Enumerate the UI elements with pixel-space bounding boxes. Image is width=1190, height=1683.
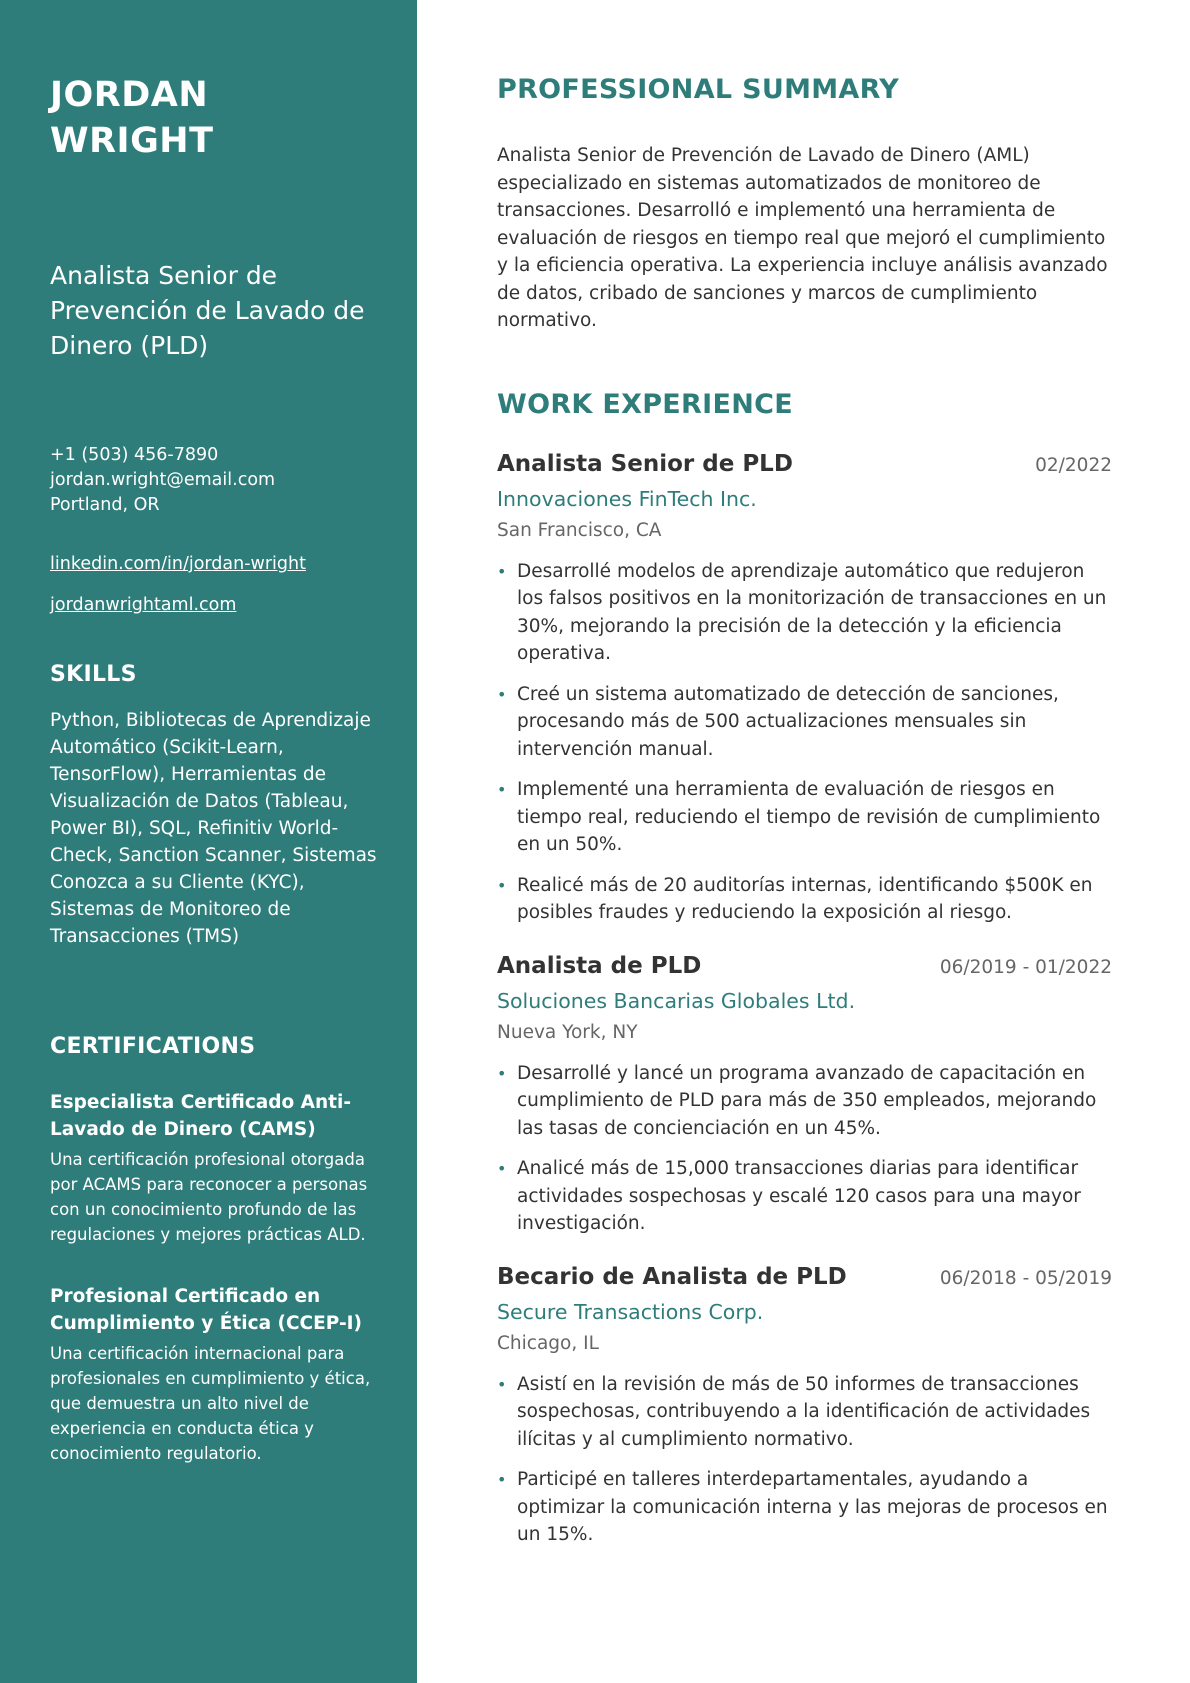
contact-email: jordan.wright@email.com (50, 470, 276, 490)
linkedin-link[interactable]: linkedin.com/in/jordan-wright (50, 554, 306, 574)
certification-title: Especialista Certificado Anti-Lavado de Dinero (CAMS) (50, 1092, 352, 1140)
certification-title: Profesional Certificado en Cumplimiento y Ética (CCEP-I) (50, 1286, 362, 1334)
certification-description: Una certificación internacional para profesionales en cumplimiento y ética, que demuestra un alto nivel de experiencia en conducta ética y conocimiento regulatorio. (50, 1344, 371, 1463)
job-bullet: • Asistí en la revisión de más de 50 informes de transacciones sospechosas, contribuyendo a la identificación de actividades ilícitas y al cumplimiento normativo. (497, 1371, 1112, 1454)
job-bullet: • Desarrollé y lancé un programa avanzado de capacitación en cumplimiento de PLD para más de 350 empleados, mejorando las tasas de concienciación en un 45%. (497, 1060, 1112, 1143)
job-entry (497, 953, 1112, 1238)
summary-heading: PROFESSIONAL SUMMARY (497, 74, 900, 105)
skills-heading: SKILLS (50, 662, 137, 687)
job-bullet: • Creé un sistema automatizado de detección de sanciones, procesando más de 500 actualizaciones mensuales sin intervención manual. (497, 681, 1112, 764)
contact-info (50, 443, 377, 518)
job-company: Soluciones Bancarias Globales Ltd. (497, 988, 856, 1013)
job-company: Innovaciones FinTech Inc. (497, 486, 757, 511)
job-bullets (497, 1060, 1112, 1238)
certifications-list (50, 1089, 377, 1466)
job-bullet: • Implementé una herramienta de evaluación de riesgos en tiempo real, reduciendo el tiempo de revisión de cumplimiento en un 50%. (497, 776, 1112, 859)
job-bullet: • Desarrollé modelos de aprendizaje automático que redujeron los falsos positivos en la monitorización de transacciones en un 30%, mejorando la precisión de la detección y la eficiencia operativa. (497, 558, 1112, 668)
job-bullet: • Participé en talleres interdepartamentales, ayudando a optimizar la comunicación interna y las mejoras de procesos en un 15%. (497, 1466, 1112, 1549)
job-title: Becario de Analista de PLD (497, 1263, 847, 1290)
certification-description: Una certificación profesional otorgada por ACAMS para reconocer a personas con un conocimiento profundo de las regulaciones y mejores prácticas ALD. (50, 1150, 368, 1244)
job-header (497, 953, 1112, 979)
job-location: San Francisco, CA (497, 519, 662, 541)
summary-text: Analista Senior de Prevención de Lavado de Dinero (AML) especializado en sistemas automatizados de monitoreo de transacciones. Desarrolló e implementó una herramienta de evaluación de riesgos en tiempo real que mejoró el cumplimiento y la eficiencia operativa. La experiencia incluye análisis avanzado de datos, cribado de sanciones y marcos de cumplimiento normativo. (497, 145, 1108, 331)
job-bullets (497, 1371, 1112, 1549)
skills-text: Python, Bibliotecas de Aprendizaje Automático (Scikit-Learn, TensorFlow), Herramientas de Visualización de Datos (Tableau, Power BI), SQL, Refinitiv World-Check, Sanction Scanner, Sistemas Conozca a su Cliente (KYC), Sistemas de Monitoreo de Transacciones (TMS) (50, 710, 377, 947)
job-entry (497, 451, 1112, 927)
candidate-name: JORDAN WRIGHT (50, 75, 214, 161)
contact-phone: +1 (503) 456-7890 (50, 445, 219, 465)
job-bullet: • Analicé más de 15,000 transacciones diarias para identificar actividades sospechosas y escalé 120 casos para una mayor investigación. (497, 1155, 1112, 1238)
main-content (417, 0, 1190, 1683)
work-experience-heading: WORK EXPERIENCE (497, 388, 793, 420)
job-entry (497, 1264, 1112, 1549)
certification-item (50, 1283, 377, 1466)
profile-links (50, 552, 377, 618)
job-header (497, 451, 1112, 477)
sidebar (0, 0, 417, 1683)
job-company: Secure Transactions Corp. (497, 1299, 764, 1324)
job-bullets (497, 558, 1112, 927)
job-date: 06/2019 - 01/2022 (939, 956, 1112, 978)
candidate-headline: Analista Senior de Prevención de Lavado de Dinero (PLD) (50, 261, 365, 360)
job-location: Chicago, IL (497, 1332, 599, 1354)
certification-item (50, 1089, 377, 1247)
job-title: Analista Senior de PLD (497, 450, 793, 477)
job-header (497, 1264, 1112, 1290)
job-date: 06/2018 - 05/2019 (939, 1267, 1112, 1289)
contact-location: Portland, OR (50, 495, 160, 515)
certifications-heading: CERTIFICATIONS (50, 1034, 256, 1059)
job-bullet: • Realicé más de 20 auditorías internas, identificando $500K en posibles fraudes y reduciendo la exposición al riesgo. (497, 872, 1112, 927)
job-location: Nueva York, NY (497, 1021, 638, 1043)
website-link[interactable]: jordanwrightaml.com (50, 595, 237, 615)
job-date: 02/2022 (1035, 454, 1112, 476)
job-title: Analista de PLD (497, 952, 702, 979)
